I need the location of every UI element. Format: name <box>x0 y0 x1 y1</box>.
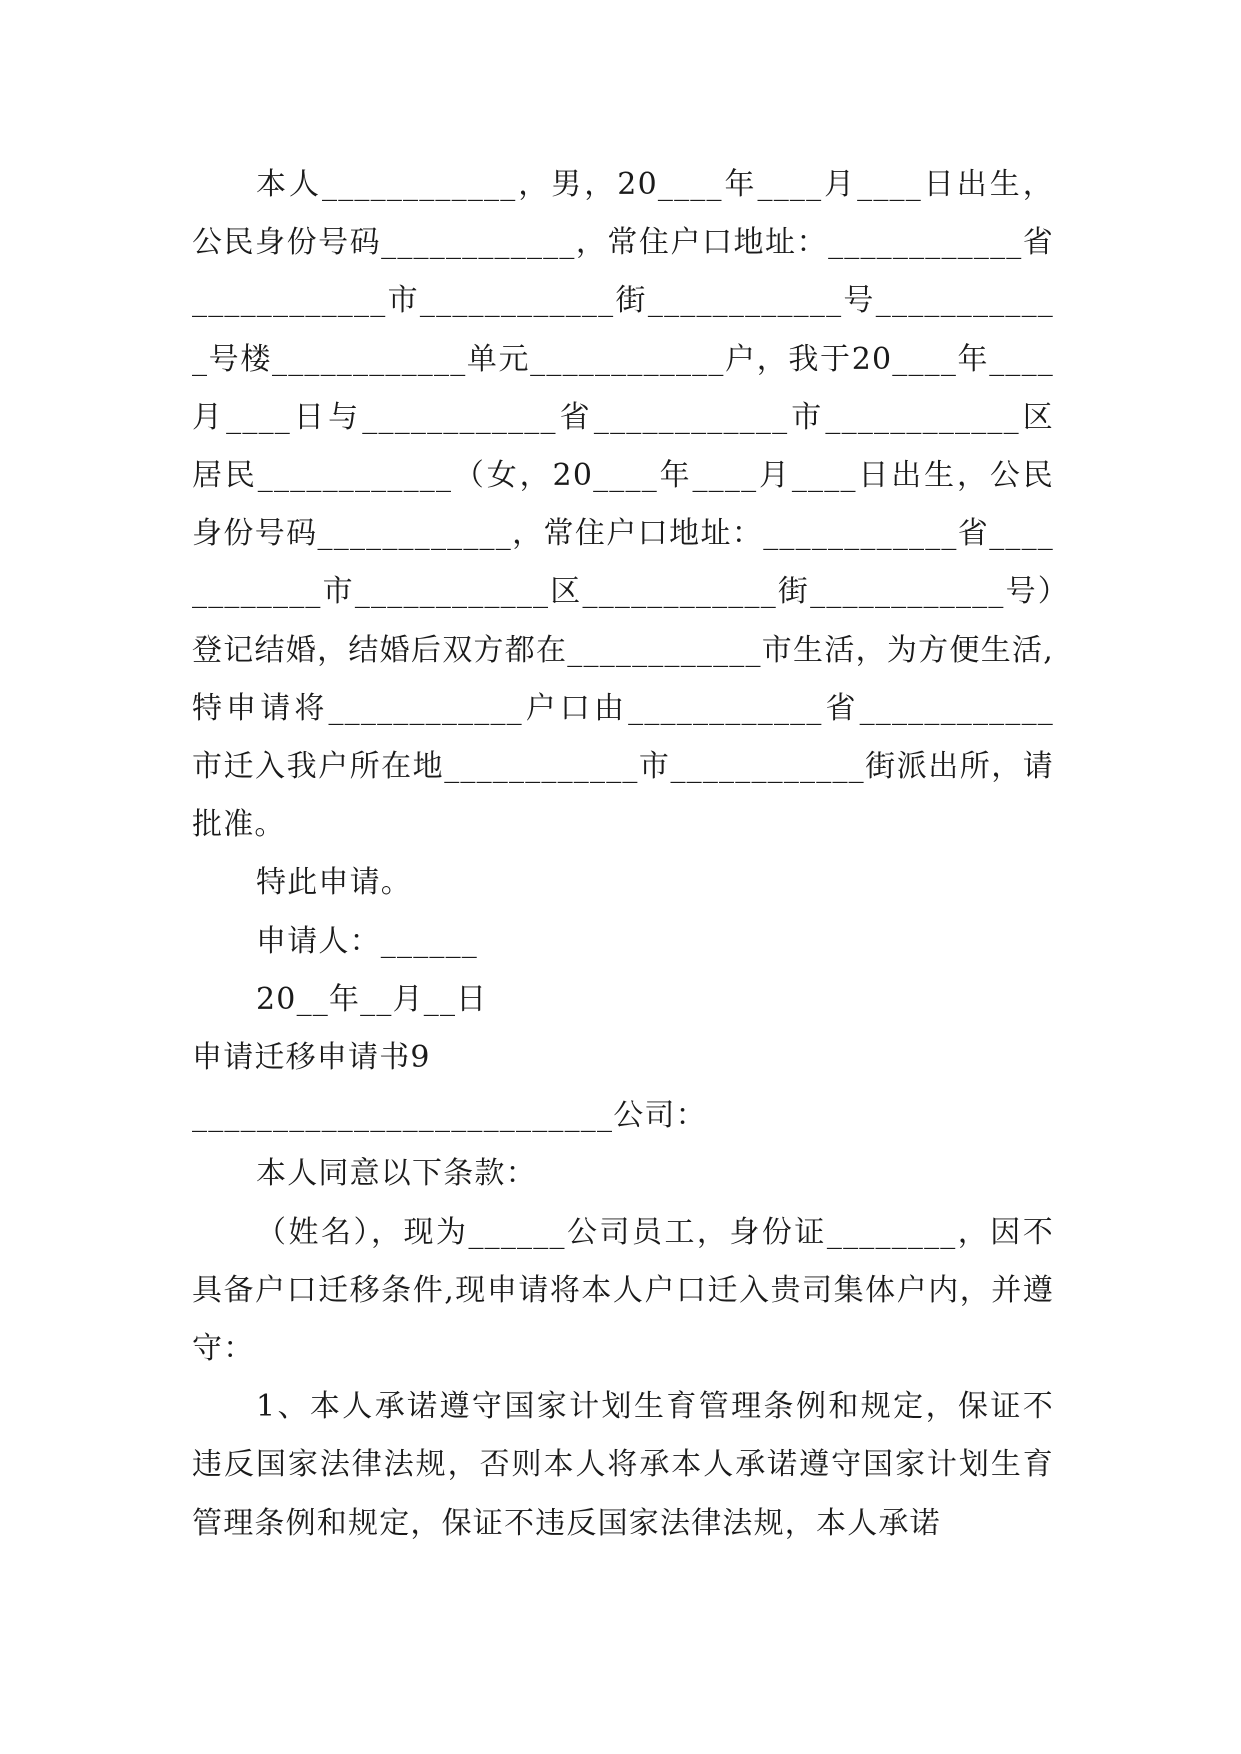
applicant-signature: 申请人：______ <box>256 923 478 959</box>
company-salutation: __________________________公司： <box>192 1098 707 1134</box>
closing-statement: 特此申请。 <box>256 865 412 901</box>
document-page <box>192 156 1054 1553</box>
application-date: 20__年__月__日 <box>256 981 488 1017</box>
agreement-intro: 本人同意以下条款： <box>256 1156 537 1192</box>
section-title: 申请迁移申请书9 <box>192 1040 431 1076</box>
marriage-application-body: 本人____________，男，20____年____月____日出生，公民身份号码____________，常住户口地址：____________省____________市____________街____________号____________号楼____________单元____________户，我于20____年____月____日与____________省____________市____________区居民____________（女，20____年____月____日出生，公民身份号码____________，常住户口地址：____________省____________市____________区____________街____________号）登记结婚，结婚后双方都在____________市生活，为方便生活,特申请将____________户口由____________省____________市迁入我户所在地____________市____________街派出所，请批准。 <box>192 167 1054 843</box>
clause-1: 1、本人承诺遵守国家计划生育管理条例和规定，保证不违反国家法律法规，否则本人将承本人承诺遵守国家计划生育管理条例和规定，保证不违反国家法律法规，本人承诺 <box>192 1389 1054 1541</box>
employee-statement: （姓名），现为______公司员工，身份证________，因不具备户口迁移条件,现申请将本人户口迁入贵司集体户内，并遵守： <box>192 1214 1054 1367</box>
